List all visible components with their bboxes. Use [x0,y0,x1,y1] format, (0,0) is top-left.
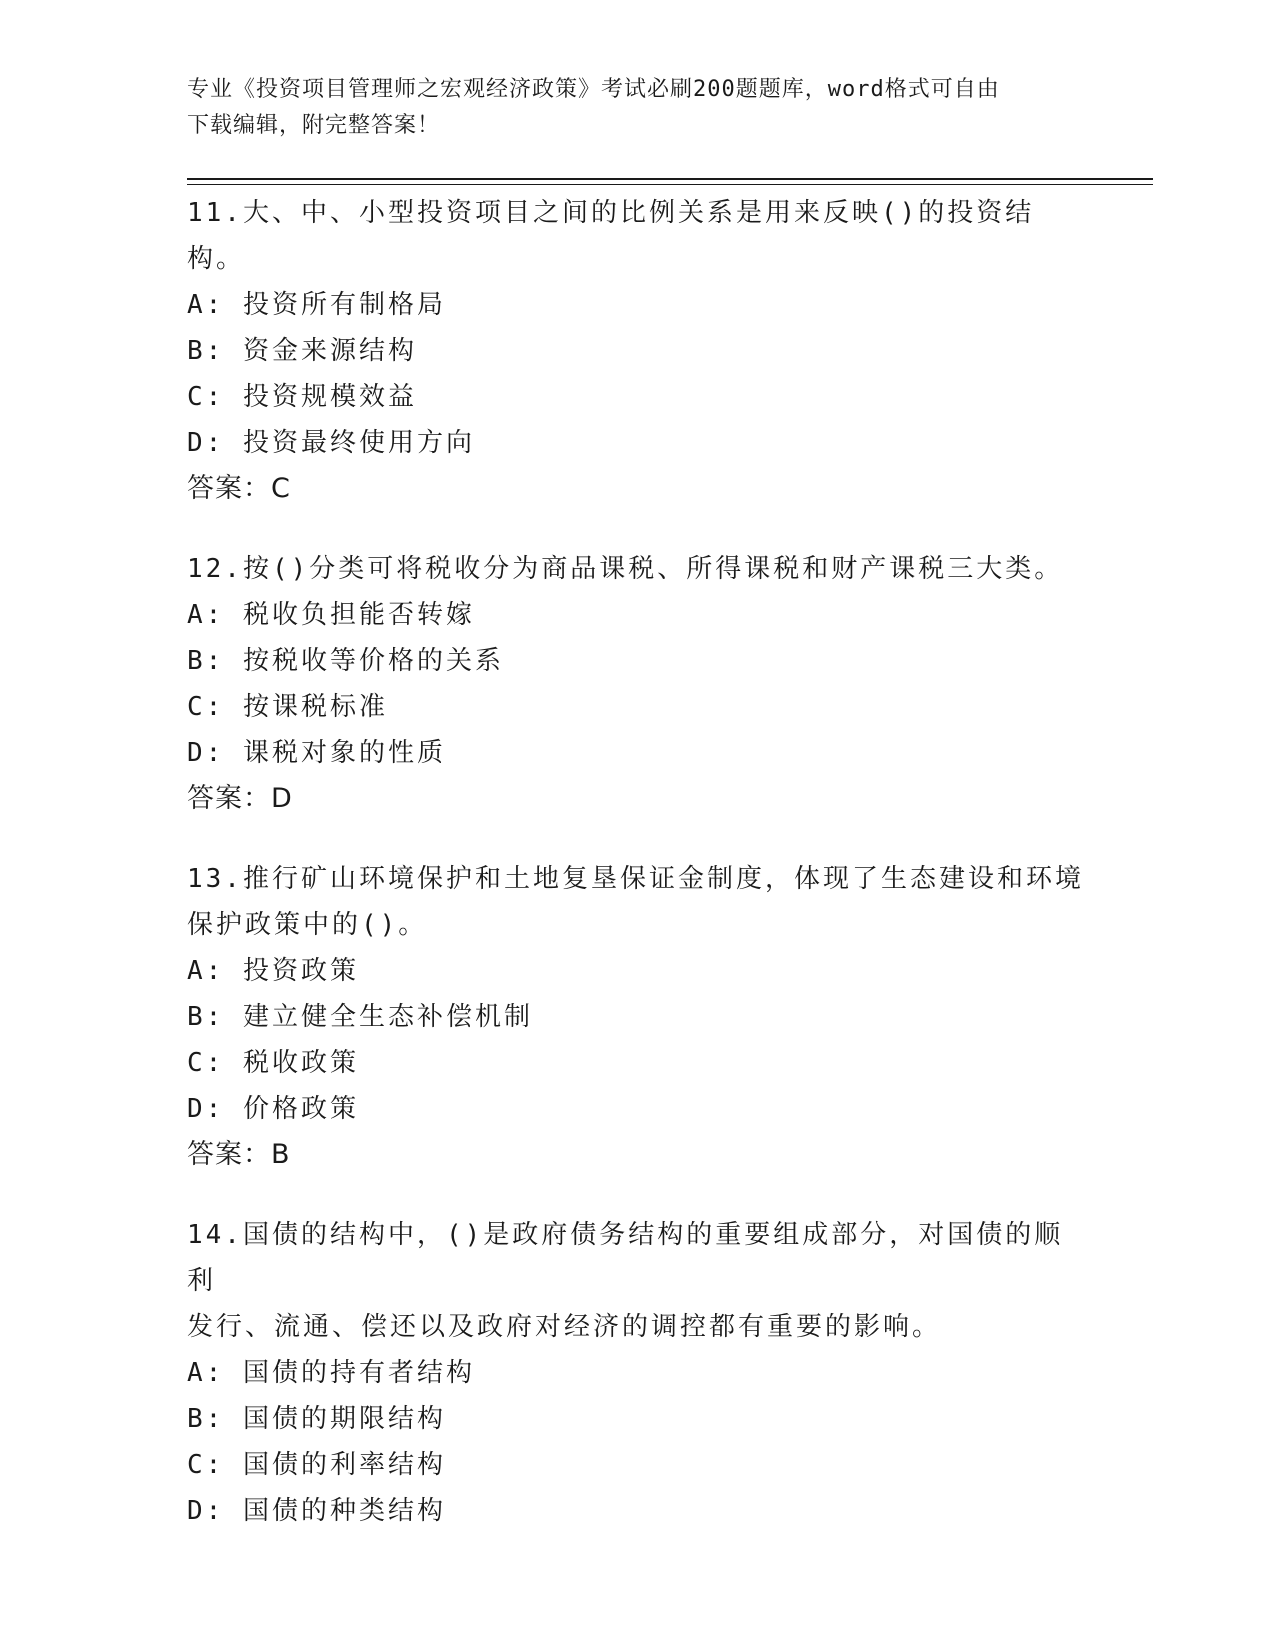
answer-label: 答案：D [187,783,293,814]
question-stem: 11.大、中、小型投资项目之间的比例关系是用来反映()的投资结构。 [187,198,1035,274]
option-d: D: 投资最终使用方向 [187,428,475,458]
answer-label: 答案：C [187,473,291,504]
option-c: C: 按课税标准 [187,692,388,722]
header-divider-thick [187,178,1153,180]
header-line-2: 下载编辑，附完整答案！ [187,113,441,138]
answer-label: 答案：B [187,1139,291,1170]
option-a: A: 国债的持有者结构 [187,1358,475,1388]
header-line-1: 专业《投资项目管理师之宏观经济政策》考试必刷200题题库，word格式可自由 [187,77,1000,102]
option-c: C: 投资规模效益 [187,382,417,412]
option-d: D: 课税对象的性质 [187,738,446,768]
option-c: C: 税收政策 [187,1048,359,1078]
question-stem-line-2: 发行、流通、偿还以及政府对经济的调控都有重要的影响。 [187,1312,942,1342]
question-14 [187,1212,1087,1534]
question-13 [187,856,1087,1178]
option-b: B: 资金来源结构 [187,336,417,366]
question-stem-line-1: 14.国债的结构中，()是政府债务结构的重要组成部分，对国债的顺利 [187,1220,1064,1296]
option-a: A: 税收负担能否转嫁 [187,600,475,630]
option-d: D: 国债的种类结构 [187,1496,446,1526]
option-d: D: 价格政策 [187,1094,359,1124]
option-b: B: 国债的期限结构 [187,1404,446,1434]
option-b: B: 建立健全生态补偿机制 [187,1002,533,1032]
question-11 [187,190,1087,512]
option-a: A: 投资政策 [187,956,359,986]
question-list [187,190,1087,1568]
question-stem-line-1: 13.推行矿山环境保护和土地复垦保证金制度，体现了生态建设和环境 [187,864,1084,894]
document-header [187,72,1067,144]
option-c: C: 国债的利率结构 [187,1450,446,1480]
option-b: B: 按税收等价格的关系 [187,646,504,676]
question-12 [187,546,1087,822]
question-stem: 12.按()分类可将税收分为商品课税、所得课税和财产课税三大类。 [187,554,1064,584]
header-divider-thin [187,184,1153,185]
question-stem-line-2: 保护政策中的()。 [187,910,428,940]
option-a: A: 投资所有制格局 [187,290,446,320]
